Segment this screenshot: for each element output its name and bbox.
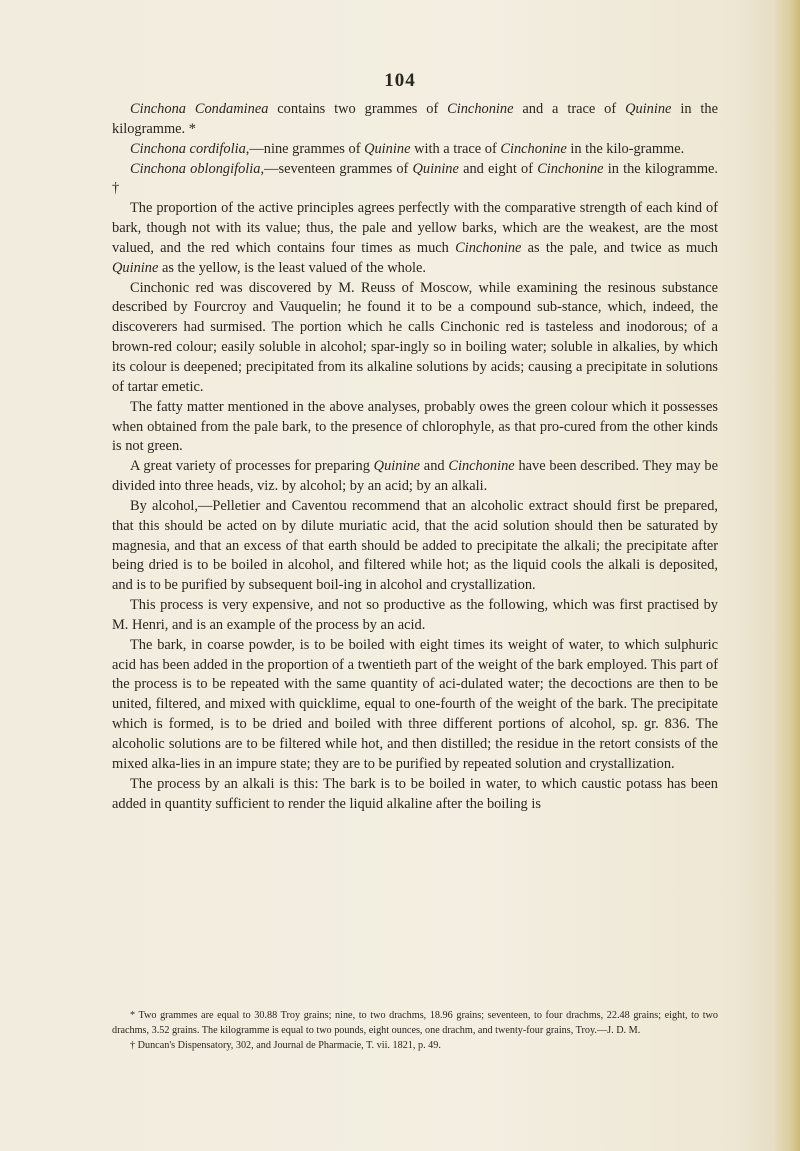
- paragraph-by-alcohol: By alcohol,—Pelletier and Caventou recommend that an alcoholic extract should first be prepared, that this should be acted on by dilute muriatic acid, that the acid solution should then be saturated by magnesia, and that an excess of that earth should be added to precipitate the alkali; the precipitate after being dried is to be boiled in alcohol, and filtered while hot; as the liquid cools the alkali is deposited, and is to be purified by subsequent boil-ing in alcohol and crystallization.: [112, 497, 718, 594]
- paragraph-by-alkali: The process by an alkali is this: The bark is to be boiled in water, to which caustic potass has been added in quantity sufficient to render the liquid alkaline after the boiling is: [112, 775, 718, 812]
- paragraph-proportion: The proportion of the active principles agrees perfectly with the comparative strength of each kind of bark, though not with its value; thus, the pale and yellow barks, which are the weakest, are the most valued, and the red which contains four times as much Cinchonine as the pale, and twice as much Quinine as the yellow, is the least valued of the whole.: [112, 200, 719, 276]
- footnotes: [112, 1008, 718, 1053]
- paragraph-condaminea: Cinchona Condaminea contains two grammes of Cinchonine and a trace of Quinine in the kilogramme. *: [112, 101, 718, 137]
- paragraph-fatty-matter: The fatty matter mentioned in the above analyses, probably owes the green colour which it possesses when obtained from the pale bark, to the presence of chlorophyle, as that pro-cured from the other kinds is not green.: [112, 398, 718, 455]
- page-edge-discoloration: [774, 0, 800, 1151]
- paragraph-cinchonic-red: Cinchonic red was discovered by M. Reuss of Moscow, while examining the resinous substance described by Fourcroy and Vauquelin; he found it to be a compound sub-stance, which, indeed, the discoverers had surmised. The portion which he calls Cinchonic red is tasteless and inodorous; of a brown-red colour; easily soluble in alcohol; spar-ingly so in boiling water; soluble in alkalies, by which its colour is deepened; precipitated from its alkaline solutions by acids; causing a precipitate in solutions of tartar emetic.: [112, 279, 718, 395]
- footnote-asterisk: * Two grammes are equal to 30.88 Troy grains; nine, to two drachms, 18.96 grains; seventeen, to four drachms, 22.48 grains; eight, to two drachms, 3.52 grains. The kilogramme is equal to two pounds, eight ounces, one drachm, and twenty-four grains, Troy.—J. D. M.: [112, 1010, 718, 1036]
- paragraph-the-bark: The bark, in coarse powder, is to be boiled with eight times its weight of water, to which sulphuric acid has been added in the proportion of a twentieth part of the weight of the bark employed. This part of the process is to be repeated with the same quantity of aci-dulated water; the decoctions are then to be united, filtered, and mixed with quicklime, equal to one-fourth of the weight of the bark. The precipitate which is formed, is to be dried and boiled with three different portions of alcohol, sp. gr. 836. The alcoholic solutions are to be filtered while hot, and then distilled; the residue in the retort consists of the mixed alka-lies in an impure state; they are to be purified by repeated solution and crystallization.: [112, 636, 718, 772]
- paragraph-cordifolia: Cinchona cordifolia,—nine grammes of Quinine with a trace of Cinchonine in the kilo-gramme.: [130, 140, 685, 157]
- paragraph-oblongifolia: Cinchona oblongifolia,—seventeen grammes of Quinine and eight of Cinchonine in the kilogramme. †: [112, 160, 719, 197]
- paragraph-expensive: This process is very expensive, and not so productive as the following, which was first practised by M. Henri, and is an example of the process by an acid.: [112, 597, 718, 633]
- page-number: 104: [384, 70, 416, 91]
- paragraph-processes: A great variety of processes for preparing Quinine and Cinchonine have been described. They may be divided into three heads, viz. by alcohol; by an acid; by an alkali.: [112, 458, 718, 495]
- footnote-dagger: † Duncan's Dispensatory, 302, and Journal de Pharmacie, T. vii. 1821, p. 49.: [130, 1040, 441, 1051]
- body-text: [112, 100, 718, 814]
